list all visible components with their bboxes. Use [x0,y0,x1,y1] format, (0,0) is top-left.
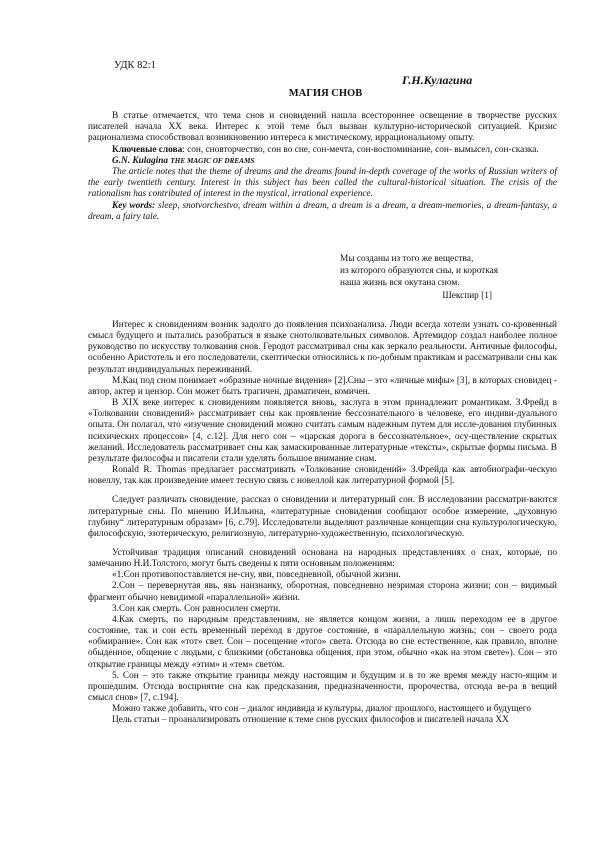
keywords-ru [88,145,557,156]
keywords-ru-label: Ключевые слова [112,144,183,155]
abstract-block [88,111,557,223]
body-paragraph: Цель статьи – проанализировать отношение к теме снов русских философов и писателей начала ХХ [112,715,509,726]
body-paragraph: «1.Сон противопоставляется не-сну, яви, повседневной, обычной жизни. [112,570,401,581]
body-paragraph: 3.Сон как смерть. Сон равносилен смерти. [112,603,281,614]
body-paragraph: Следует различать сновидение, рассказ о сновидении и литературный сон. В исследовании рассматри-ваются литературные сны. По мнению И.Ильина, «литературные сновидения сообщают особое измерение, „духовную глубину“ литературным образам» [6, c.79]. Исследователи выделяют различные концепции сна культурологическую, философскую, эзотерическую, религиозную, литературно-художественную, психологическую. [88,495,557,539]
abstract-ru: В статье отмечается, что тема снов и сновидений нашла всестороннее освещение в творчестве русских писателей начала ХХ века. Интерес к этой теме был вызван культурно-исторической ситуацией. Кризис рационализма способствовал возникновению интереса к мистическому, иррациональному опыту. [88,111,557,144]
author-name: Г.Н.Кулагина [402,73,473,87]
epigraph [340,253,498,302]
body-paragraph: Интерес к сновидениям возник задолго до появления психоанализа. Люди всегда хотели узнать со-кровенный смысл будущего и пытались разобраться в языке снотолковательных символов. Артемидор создал наиболее полное руководство по искусству толкования снов. Геродот рассматривал сны как зеркало реальности. Античные философы, особенно Аристотель и его последователи, скептически относились к по-добным практикам и рассматривали сны как результат индивидуальных переживаний. [88,320,557,375]
epigraph-line: наша жизнь вся окутана сном. [340,278,460,289]
body-paragraph: Ronald R. Thomas предлагает рассматривать «Толкование сновидений» З.Фрейда как автобиографи-ческую новеллу, так как произведение имеет тесную связь с новеллой как литературной формой [5]. [88,465,557,487]
body-paragraph: 4.Как смерть, по народным представлениям, не является концом жизни, а лишь переходом ее в другое состояние, так и сон есть временный переход в другое состояние, в «параллельную жизнь; сон – своего рода «обмирание». Сон как «тот» свет. Сон – посещение «того» света. Отсюда во сне естественное, как правило, вполне обыденное, общение с людьми, с близкими (обстановка общения, при этом, обычно «как на этом свете»). Сон – это открытие границы между «этим» и «тем» светом. [88,614,557,670]
abstract-en: The article notes that the theme of dreams and the dreams found in-depth coverage of the works of Russian writers of the early twentieth century. Interest in this subject has been called the cultural-historical situation. The crisis of the rationalism has contributed of interest in the mystical, irrational experience. [88,167,557,200]
epigraph-line: Мы созданы из того же вещества, [340,254,474,264]
body-paragraph: Устойчивая традиция описаний сновидений основана на народных представлениях о снах, которые, по замечанию Н.И.Толстого, могут быть сведены к пяти основным положениям: [88,547,557,570]
article-title: МАГИЯ СНОВ [288,88,363,99]
body-paragraph: 5. Сон – это также открытие границы между настоящим и будущим и в то же время между насто-ящим и прошедшим. Отсюда восприятие сна как предсказания, предназначенности, пророчества, отсюда ве-ра в вещий смысл снов» [7, с.194]. [88,670,557,703]
epigraph-line: из которого образуются сны, и короткая [340,266,498,277]
keywords-en-label: Key words: [112,200,156,211]
body-paragraph: М.Кац под сном понимает «образные ночные видения» [2].Сны – это «личные мифы» [3], в которых сновидец - автор, актер и цензор. Сон может быть трагичен, драматичен, комичен. [88,375,557,397]
english-title: THE MAGIC OF DREAMS [170,156,255,165]
english-heading [88,156,557,167]
keywords-ru-text: : сон, сновторчество, сон во сне, сон-мечта, сон-воспоминание, сон- вымысел, сон-сказка. [182,144,539,155]
epigraph-source: Шекспир [1] [442,290,492,301]
article-body [88,320,557,726]
english-author: G.N. Kulagina [112,155,171,166]
keywords-en-text: sleep, snotvorchestvo, dream within a dream, a dream is a dream, a dream-memories, a dream-fantasy, a dream, a fairy tale. [88,200,558,222]
body-paragraph: 2.Сон – перевернутая явь, явь наизнанку, оборотная, повседневно незримая сторона жизни; сон – видимый фрагмент обычно невидимой «параллельной» жизни. [88,581,557,603]
keywords-en [88,201,557,223]
body-paragraph: Можно также добавить, что сон – диалог индивида и культуры, диалог прошлого, настоящего и будущего [112,704,532,715]
body-paragraph: В XIX веке интерес к сновидениям появляется вновь, заслуга в этом принадлежит романтикам. З.Фрейд в «Толковании сновидений» рассматривает сны как проявление бессознательного в человеке, его индиви-дуального опыта. Он полагал, что «изучение сновидений можно считать самым надежным путем для иссле-дования глубинных психических процессов» [4, c.12]. Для него сон – «царская дорога в бессознательное», осу-ществление скрытых желаний. Исследователь рассматривает сны как замаскированные литературные «тексты», скрытые формы письма. В результате философы и писатели стали уделять большое внимание снам. [88,398,557,464]
udk-code: УДК 82:1 [114,60,156,71]
